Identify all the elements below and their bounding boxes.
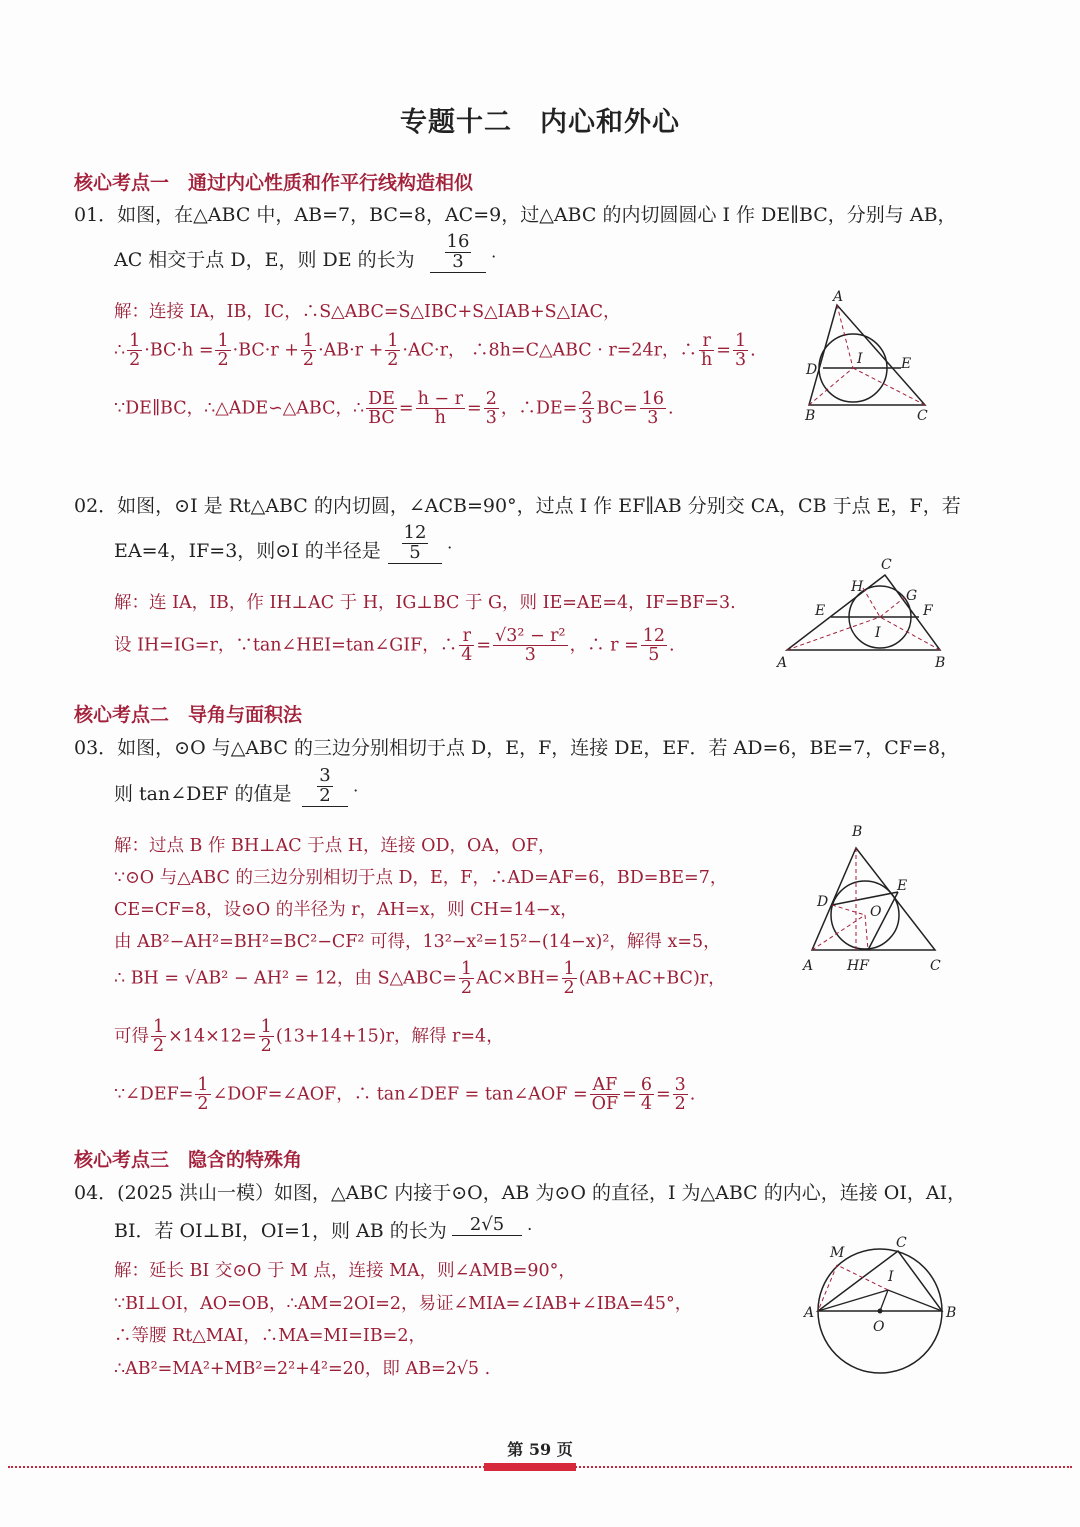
q4-solution-3: ∴等腰 Rt△MAI，∴MA=MI=IB=2，: [114, 1326, 426, 1346]
fig4-label-i: I: [888, 1269, 894, 1285]
q2-solution-2: 设 IH=IG=r，∵tan∠HEI=tan∠GIF，∴ $\frac{r}{4}$ = $\frac{\text{√3² − r²}}{3}$ ，∴ r = $\frac{12}{5}$ .: [114, 626, 675, 666]
page-number: 第 59 页: [507, 1440, 573, 1459]
q4-solution-2: ∵BI⊥OI，AO=OB，∴AM=2OI=2，易证∠MIA=∠IAB+∠IBA=45°，: [114, 1294, 693, 1314]
q3-solution-1: 解：过点 B 作 BH⊥AC 于点 H，连接 OD，OA，OF，: [114, 836, 556, 856]
figure-q4: [800, 1235, 970, 1375]
fig3-label-d: D: [817, 894, 829, 910]
fig4-label-a: A: [804, 1305, 815, 1321]
section-heading-2: 核心考点二 导角与面积法: [74, 704, 303, 726]
q4-solution-4: ∴AB²=MA²+MB²=2²+4²=20，即 AB=2√5 .: [114, 1359, 491, 1379]
fig4-label-c: C: [896, 1235, 907, 1251]
fig3-label-a: A: [803, 958, 814, 974]
fig1-label-a: A: [833, 289, 844, 305]
fig3-label-b: B: [852, 824, 863, 840]
fig4-label-o: O: [873, 1319, 885, 1335]
q1-solution-3: ∵DE∥BC，∴△ADE∽△ABC，∴ $\frac{DE}{BC}$ = $\frac{h - r}{h}$ = $\frac{2}{3}$ ，∴DE= $\frac{2}{3}$ BC= $\frac{16}{3}$ .: [114, 389, 674, 429]
fig4-label-b: B: [946, 1305, 957, 1321]
fig2-label-i: I: [875, 625, 881, 641]
q4-line1: 04．(2025 洪山一模）如图，△ABC 内接于⊙O，AB 为⊙O 的直径，I 为△ABC 的内心，连接 OI，AI，: [74, 1182, 967, 1204]
q3-answer: $\frac{3}{2}$ .: [302, 767, 358, 807]
fig1-label-c: C: [917, 408, 928, 424]
q2-line2: EA=4，IF=3，则⊙I 的半径是: [114, 540, 381, 562]
q2-solution-1: 解：连 IA，IB，作 IH⊥AC 于 H，IG⊥BC 于 G，则 IE=AE=4，IF=BF=3.: [114, 593, 736, 613]
q4-line2: BI．若 OI⊥BI，OI=1，则 AB 的长为: [114, 1220, 447, 1242]
footer-red-bar: [484, 1463, 576, 1471]
q1-solution-2: ∴ $\frac{1}{2}$ ·BC·h = $\frac{1}{2}$ ·BC·r + $\frac{1}{2}$ ·AB·r + $\frac{1}{2}$ ·AC·r， ∴8h=C△ABC · r=24r，∴ $\frac{r}{h}$ = $\frac{1}{3}$ .: [114, 331, 756, 371]
q3-solution-3: CE=CF=8，设⊙O 的半径为 r，AH=x，则 CH=14−x，: [114, 900, 578, 920]
fig2-label-b: B: [935, 655, 946, 671]
page-title: 专题十二 内心和外心: [400, 107, 680, 138]
fig1-label-i: I: [857, 351, 863, 367]
q3-solution-6: 可得 $\frac{1}{2}$ ×14×12= $\frac{1}{2}$ (13+14+15)r，解得 r=4，: [114, 1017, 504, 1057]
fig1-label-b: B: [805, 408, 816, 424]
fig3-label-e: E: [897, 878, 908, 894]
q3-line2: 则 tan∠DEF 的值是: [114, 783, 292, 805]
fig1-label-d: D: [806, 362, 818, 378]
q2-line1: 02．如图，⊙I 是 Rt△ABC 的内切圆，∠ACB=90°，过点 I 作 EF∥AB 分别交 CA，CB 于点 E，F，若: [74, 495, 961, 517]
q1-line2: AC 相交于点 D，E，则 DE 的长为: [114, 249, 415, 271]
fig1-label-e: E: [901, 356, 912, 372]
fig3-label-c: C: [930, 958, 941, 974]
q4-solution-1: 解：延长 BI 交⊙O 于 M 点，连接 MA，则∠AMB=90°，: [114, 1261, 576, 1281]
q3-solution-4: 由 AB²−AH²=BH²=BC²−CF² 可得，13²−x²=15²−(14−x)²，解得 x=5，: [114, 932, 721, 952]
fig3-label-o: O: [870, 904, 882, 920]
fig2-label-e: E: [815, 603, 826, 619]
q1-answer: $\frac{16}{3}$ .: [430, 233, 496, 273]
fig2-label-f: F: [923, 603, 933, 619]
figure-q2: [775, 555, 955, 675]
section-heading-1: 核心考点一 通过内心性质和作平行线构造相似: [74, 172, 474, 194]
fig2-label-g: G: [906, 588, 918, 604]
q3-solution-2: ∵⊙O 与△ABC 的三边分别相切于点 D，E，F，∴AD=AF=6，BD=BE=7，: [114, 868, 728, 888]
q4-answer: 2√5 .: [452, 1214, 532, 1236]
q3-solution-5: ∴ BH = √AB² − AH² = 12，由 S△ABC= $\frac{1}{2}$ AC×BH= $\frac{1}{2}$ (AB+AC+BC)r，: [114, 959, 726, 999]
q1-line1: 01．如图，在△ABC 中，AB=7，BC=8，AC=9，过△ABC 的内切圆圆心 I 作 DE∥BC，分别与 AB，: [74, 204, 957, 226]
figure-q1: [795, 285, 945, 430]
fig3-label-hf: HF: [847, 958, 869, 974]
fig2-label-h: H: [851, 579, 864, 595]
fig2-label-a: A: [777, 655, 788, 671]
figure-q3: [800, 820, 950, 980]
q3-line1: 03．如图，⊙O 与△ABC 的三边分别相切于点 D，E，F，连接 DE，EF．若 AD=6，BE=7，CF=8，: [74, 737, 960, 759]
q3-solution-7: ∵∠DEF= $\frac{1}{2}$ ∠DOF=∠AOF，∴ tan∠DEF = tan∠AOF = $\frac{AF}{OF}$ = $\frac{6}{4}$ = $\frac{3}{2}$ .: [114, 1075, 696, 1115]
section-heading-3: 核心考点三 隐含的特殊角: [74, 1149, 303, 1171]
q1-solution-1: 解：连接 IA，IB，IC，∴S△ABC=S△IBC+S△IAB+S△IAC，: [114, 302, 621, 322]
fig2-label-c: C: [881, 557, 892, 573]
fig4-label-m: M: [830, 1245, 845, 1261]
q2-answer: $\frac{12}{5}$ .: [388, 524, 452, 564]
